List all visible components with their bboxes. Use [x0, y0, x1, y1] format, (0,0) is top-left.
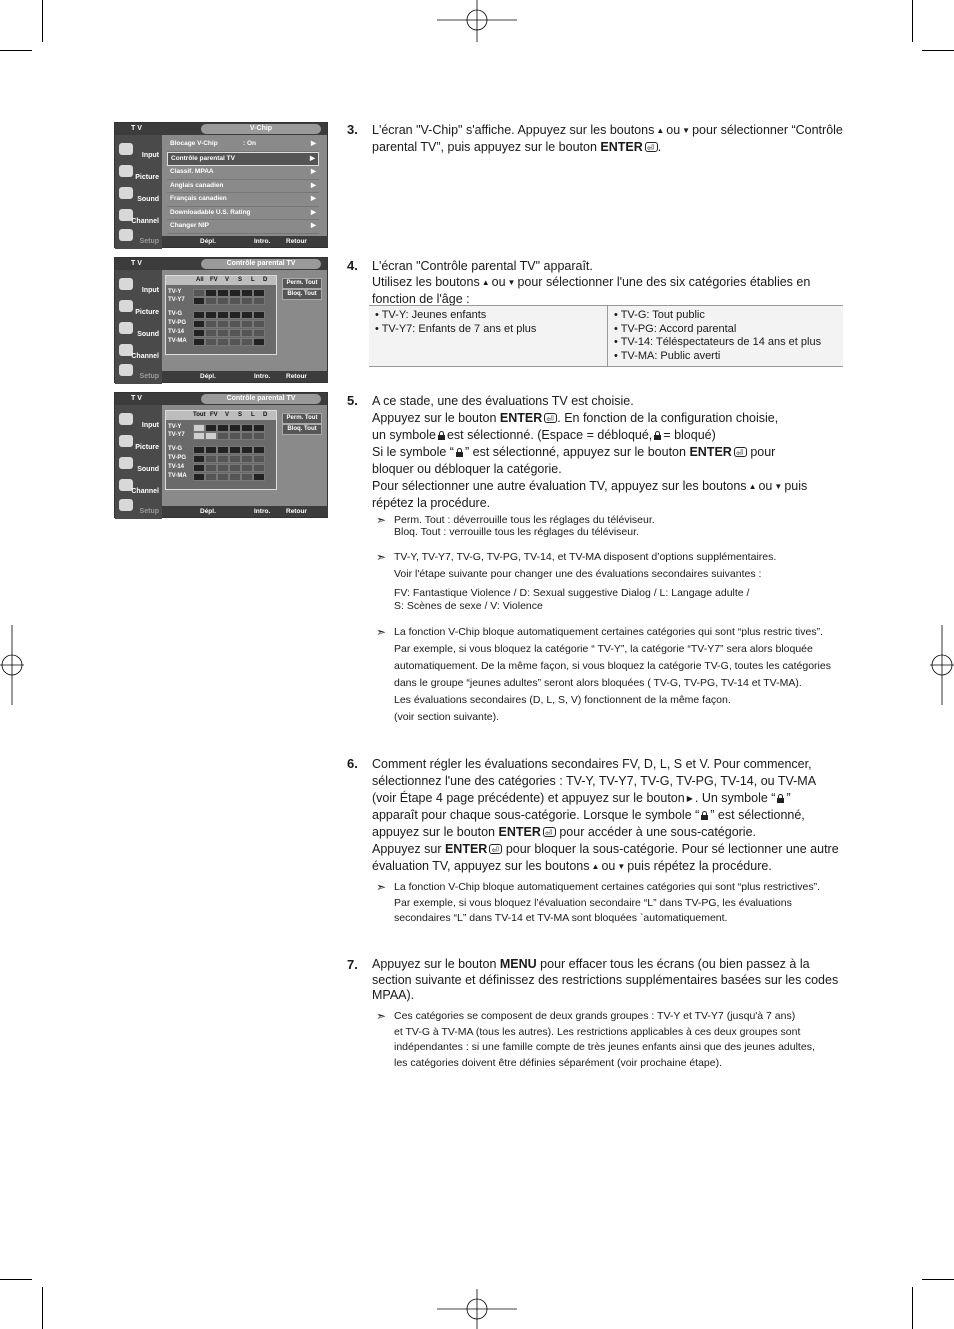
grid-cell[interactable] [241, 289, 253, 297]
menu-item-mpaa[interactable]: Classif. MPAA ▶ [167, 166, 319, 180]
step-5-number: 5. [347, 393, 358, 408]
triangle-up-icon: ▲ [656, 126, 665, 135]
grid-cell[interactable] [217, 320, 229, 328]
hint-move: Dépl. [200, 373, 216, 380]
row-tvma: TV-MA [168, 473, 187, 479]
crop-mark [922, 50, 954, 51]
lock-icon [701, 811, 708, 820]
grid-cell-locked[interactable] [193, 432, 205, 440]
grid-cell[interactable] [217, 338, 229, 346]
grid-cell[interactable] [229, 455, 241, 463]
row-tvy: TV-Y [168, 289, 182, 295]
note-arrow-icon: ➣ [376, 550, 387, 564]
screen-title: V-Chip [201, 124, 321, 134]
grid-cell[interactable] [253, 311, 265, 319]
note-arrow-icon: ➣ [376, 880, 387, 894]
tv-sidebar [115, 405, 162, 519]
grid-cell[interactable] [205, 320, 217, 328]
grid-cell[interactable] [253, 464, 265, 472]
step-3-number: 3. [347, 122, 358, 137]
hint-move: Dépl. [200, 508, 216, 515]
step-3-text: L'écran "V-Chip" s'affiche. Appuyez sur les boutons ▲ ou ▼ pour sélectionner “Contrôle parental TV”, puis appuyez sur le bouton ENTER⏎ . [372, 122, 882, 155]
grid-cell[interactable] [241, 464, 253, 472]
col-tout: Tout [193, 412, 206, 418]
grid-cell[interactable] [253, 432, 265, 440]
note-arrow-icon: ➣ [376, 1009, 387, 1023]
grid-cell[interactable] [229, 338, 241, 346]
rating-grid [165, 275, 277, 355]
grid-cell[interactable] [229, 289, 241, 297]
grid-cell[interactable] [217, 473, 229, 481]
setup-icon [119, 499, 133, 511]
grid-cell[interactable] [241, 297, 253, 305]
sound-icon [119, 457, 133, 469]
tv-topbar [115, 123, 327, 135]
grid-cell[interactable] [253, 289, 265, 297]
grid-cell[interactable] [217, 289, 229, 297]
hint-return: Retour [286, 238, 307, 245]
grid-cell[interactable] [193, 297, 205, 305]
triangle-right-icon: ▶ [311, 195, 316, 202]
nav-picture[interactable]: Picture [117, 298, 161, 318]
sound-icon [119, 187, 133, 199]
note-arrow-icon: ➣ [376, 625, 387, 639]
grid-cell[interactable] [241, 432, 253, 440]
lock-icon [654, 431, 661, 440]
enter-icon [734, 447, 747, 457]
menu-item-downloadable[interactable]: Downloadable U.S. Rating ▶ [167, 207, 319, 221]
grid-cell[interactable] [217, 446, 229, 454]
grid-cell[interactable] [229, 311, 241, 319]
grid-cell[interactable] [205, 311, 217, 319]
picture-icon [119, 300, 133, 312]
hint-enter: Intro. [254, 373, 271, 380]
row-tvy7: TV-Y7 [168, 297, 185, 303]
row-tvy: TV-Y [168, 424, 182, 430]
input-icon [119, 143, 133, 155]
nav-setup[interactable]: Setup [117, 497, 161, 517]
category-table [369, 305, 843, 367]
category-table-right: • TV-G: Tout public • TV-PG: Accord parental • TV-14: Téléspectateurs de 14 ans et plus • TV-MA: Public averti [608, 306, 844, 367]
grid-cell[interactable] [241, 338, 253, 346]
grid-cell[interactable] [217, 297, 229, 305]
grid-cell-locked[interactable] [205, 432, 217, 440]
lock-icon [456, 448, 463, 457]
enter-icon [489, 844, 502, 854]
step-6-number: 6. [347, 756, 358, 771]
tv-screen-vchip [114, 122, 328, 248]
grid-cell[interactable] [205, 473, 217, 481]
enter-label: ENTER [444, 842, 488, 856]
grid-cell[interactable] [193, 320, 205, 328]
col-d: D [263, 277, 268, 283]
row-tvy7: TV-Y7 [168, 432, 185, 438]
grid-cell[interactable] [253, 338, 265, 346]
setup-icon [119, 229, 133, 241]
col-fv: FV [210, 277, 218, 283]
bloq-tout-button[interactable]: Bloq. Tout [282, 289, 322, 300]
step-4-text: L'écran "Contrôle parental TV" apparaît. Utilisez les boutons ▲ ou ▼ pour sélectionner l'une des six catégories établies en fonction de l'âge : [372, 259, 811, 306]
crop-mark [0, 1279, 32, 1280]
hint-return: Retour [286, 373, 307, 380]
row-tv14: TV-14 [168, 464, 185, 470]
triangle-right-icon: ▶ [311, 181, 316, 189]
grid-cell[interactable] [205, 329, 217, 337]
triangle-up-icon: ▲ [591, 862, 600, 871]
nav-picture[interactable]: Picture [117, 433, 161, 453]
grid-cell[interactable] [241, 446, 253, 454]
grid-cell[interactable] [205, 289, 217, 297]
grid-cell[interactable] [217, 311, 229, 319]
grid-cell[interactable] [193, 289, 205, 297]
row-tv14: TV-14 [168, 329, 185, 335]
tv-label: T V [131, 125, 142, 132]
col-s: S [238, 412, 243, 418]
menu-item-nip[interactable]: Changer NIP ▶ [167, 220, 319, 234]
grid-header [166, 411, 276, 420]
col-l: L [251, 412, 255, 418]
grid-header [166, 276, 276, 285]
grid-cell[interactable] [229, 320, 241, 328]
registration-mark-icon [930, 625, 954, 705]
tv-screen-parental-b [114, 392, 328, 518]
grid-cell[interactable] [241, 329, 253, 337]
menu-item-controle-parental[interactable]: Contrôle parental TV ▶ [167, 152, 319, 167]
screen-title: Contrôle parental TV [201, 259, 321, 269]
grid-cell[interactable] [253, 424, 265, 432]
perm-tout-button[interactable]: Perm. Tout [282, 413, 322, 424]
crop-mark [922, 1279, 954, 1280]
grid-cell[interactable] [241, 424, 253, 432]
rating-grid [165, 410, 277, 490]
enter-label: ENTER [498, 825, 541, 839]
menu-item-blocage[interactable]: Blocage V-Chip : On ▶ [167, 138, 319, 152]
step-6-text: Comment régler les évaluations secondaires FV, D, L, S et V. Pour commencer, sélectionnez l'une des catégories : TV-Y, TV-Y7, TV-G, TV-PG, TV-14, ou TV-MA (voir Étape 4 page précédente) et appuyez sur le bouton ▶ . Un symbole “ ” apparaît pour chaque sous-catégorie. Lorsque le symbole “ ” est sélectionné, appuyez sur le bouton ENTER⏎ pour accéder à une sous-catégorie. Appuyez sur ENTER⏎ pour bloquer la sous-catégorie. Pour sé lectionner une autre évaluation TV, appuyez sur les boutons ▲ ou ▼ puis répétez la procédure. [372, 756, 882, 875]
grid-cell[interactable] [217, 455, 229, 463]
grid-cell[interactable] [253, 320, 265, 328]
grid-cell[interactable] [205, 338, 217, 346]
step-7-text: Appuyez sur le bouton MENU pour effacer tous les écrans (ou bien passez à la section suivante et définissez des restrictions supplémentaires basées sur les codes MPAA). [372, 957, 839, 1002]
nav-sound[interactable]: Sound [117, 455, 161, 475]
nav-channel[interactable]: Channel [117, 207, 161, 227]
grid-cell[interactable] [205, 424, 217, 432]
grid-cell[interactable] [193, 455, 205, 463]
enter-icon [543, 827, 556, 837]
enter-label: ENTER [600, 140, 643, 154]
nav-sound[interactable]: Sound [117, 185, 161, 205]
enter-label: ENTER [689, 445, 732, 459]
grid-cell[interactable] [217, 424, 229, 432]
row-tvma: TV-MA [168, 338, 187, 344]
grid-cell[interactable] [241, 455, 253, 463]
nav-input[interactable]: Input [117, 411, 161, 431]
triangle-down-icon: ▼ [617, 862, 626, 871]
tv-bottombar [162, 236, 328, 247]
col-s: S [238, 277, 243, 283]
tv-bottombar [162, 506, 328, 517]
grid-cell[interactable] [193, 446, 205, 454]
vchip-menu [167, 138, 319, 234]
crop-mark [42, 1287, 43, 1329]
step-4-number: 4. [347, 258, 358, 273]
col-fv: FV [210, 412, 218, 418]
grid-cell[interactable] [229, 473, 241, 481]
row-tvg: TV-G [168, 446, 183, 452]
grid-cell[interactable] [253, 329, 265, 337]
tv-bottombar [162, 371, 328, 382]
perm-tout-button[interactable]: Perm. Tout [282, 278, 322, 289]
tv-screen-parental-a [114, 257, 328, 383]
triangle-up-icon: ▲ [481, 278, 490, 287]
grid-cell[interactable] [229, 297, 241, 305]
nav-input[interactable]: Input [117, 276, 161, 296]
grid-cell[interactable] [217, 464, 229, 472]
grid-cell[interactable] [229, 424, 241, 432]
grid-cell[interactable] [229, 432, 241, 440]
enter-icon [544, 413, 557, 423]
triangle-up-icon: ▲ [748, 482, 757, 491]
picture-icon [119, 435, 133, 447]
col-d: D [263, 412, 268, 418]
row-tvpg: TV-PG [168, 455, 187, 461]
menu-item-francais[interactable]: Français canadien ▶ [167, 193, 319, 207]
hint-return: Retour [286, 508, 307, 515]
grid-cell[interactable] [193, 473, 205, 481]
grid-cell[interactable] [217, 432, 229, 440]
crop-mark [42, 0, 43, 42]
triangle-right-icon: ▶ [310, 154, 315, 162]
triangle-down-icon: ▼ [507, 278, 516, 287]
nav-channel[interactable]: Channel [117, 477, 161, 497]
nav-channel[interactable]: Channel [117, 342, 161, 362]
grid-cell[interactable] [241, 473, 253, 481]
row-tvg: TV-G [168, 311, 183, 317]
tv-label: T V [131, 260, 142, 267]
nav-input[interactable]: Input [117, 141, 161, 161]
registration-mark-icon [437, 1289, 517, 1329]
crop-mark [912, 1287, 913, 1329]
grid-cell[interactable] [193, 329, 205, 337]
triangle-right-icon: ▶ [311, 168, 316, 175]
nav-sound[interactable]: Sound [117, 320, 161, 340]
step-5-text: A ce stade, une des évaluations TV est choisie. Appuyez sur le bouton ENTER⏎ . En fonction de la configuration choisie, un symbole est sélectionné. (Espace = débloqué, = bloqué) Si le symbole “ ” est sélectionné, appuyez sur le bouton ENTER⏎ pour bloquer ou débloquer la catégorie. Pour sélectionner une autre évaluation TV, appuyez sur les boutons ▲ ou ▼ puis répétez la procédure. [372, 393, 882, 512]
triangle-right-icon: ▶ [311, 208, 316, 216]
nav-picture[interactable]: Picture [117, 163, 161, 183]
hint-move: Dépl. [200, 238, 216, 245]
col-all: All [196, 277, 204, 283]
menu-item-anglais[interactable]: Anglais canadien ▶ [167, 180, 319, 194]
step-7-number: 7. [347, 957, 358, 972]
grid-cell[interactable] [193, 464, 205, 472]
grid-cell[interactable] [217, 329, 229, 337]
tv-label: T V [131, 395, 142, 402]
note-arrow-icon: ➣ [376, 513, 387, 527]
menu-label: MENU [499, 957, 537, 971]
input-icon [119, 278, 133, 290]
lock-icon [438, 431, 445, 440]
enter-label: ENTER [499, 411, 543, 425]
grid-cell[interactable] [229, 329, 241, 337]
col-l: L [251, 277, 255, 283]
triangle-right-icon: ▶ [311, 222, 316, 229]
grid-cell[interactable] [205, 455, 217, 463]
grid-cell[interactable] [253, 446, 265, 454]
grid-cell[interactable] [253, 297, 265, 305]
grid-cell[interactable] [241, 320, 253, 328]
row-tvpg: TV-PG [168, 320, 187, 326]
category-table-left: • TV-Y: Jeunes enfants • TV-Y7: Enfants de 7 ans et plus [369, 306, 608, 367]
hint-enter: Intro. [254, 238, 271, 245]
crop-mark [912, 0, 913, 42]
grid-cell[interactable] [253, 473, 265, 481]
grid-cell[interactable] [193, 311, 205, 319]
col-v: V [225, 412, 230, 418]
lock-icon [777, 794, 784, 803]
col-v: V [225, 277, 230, 283]
tv-sidebar [115, 270, 162, 384]
enter-icon [645, 142, 658, 152]
tv-topbar [115, 393, 327, 405]
grid-cell[interactable] [205, 297, 217, 305]
setup-icon [119, 364, 133, 376]
screen-title: Contrôle parental TV [201, 394, 321, 404]
grid-cell[interactable] [241, 311, 253, 319]
triangle-down-icon: ▼ [682, 126, 691, 135]
grid-cell[interactable] [205, 464, 217, 472]
nav-setup[interactable]: Setup [117, 227, 161, 247]
grid-cell[interactable] [253, 455, 265, 463]
triangle-right-icon: ▶ [686, 794, 693, 803]
grid-cell[interactable] [193, 338, 205, 346]
triangle-down-icon: ▼ [774, 482, 783, 491]
triangle-right-icon: ▶ [311, 140, 316, 147]
grid-cell[interactable] [205, 446, 217, 454]
grid-cell[interactable] [229, 446, 241, 454]
crop-mark [0, 50, 32, 51]
nav-setup[interactable]: Setup [117, 362, 161, 382]
registration-mark-icon [437, 0, 517, 42]
registration-mark-icon [0, 625, 24, 705]
input-icon [119, 413, 133, 425]
tv-topbar [115, 258, 327, 270]
picture-icon [119, 165, 133, 177]
hint-enter: Intro. [254, 508, 271, 515]
tv-sidebar [115, 135, 162, 249]
sound-icon [119, 322, 133, 334]
grid-cell[interactable] [229, 464, 241, 472]
grid-cell-locked[interactable] [193, 424, 205, 432]
bloq-tout-button[interactable]: Bloq. Tout [282, 424, 322, 435]
